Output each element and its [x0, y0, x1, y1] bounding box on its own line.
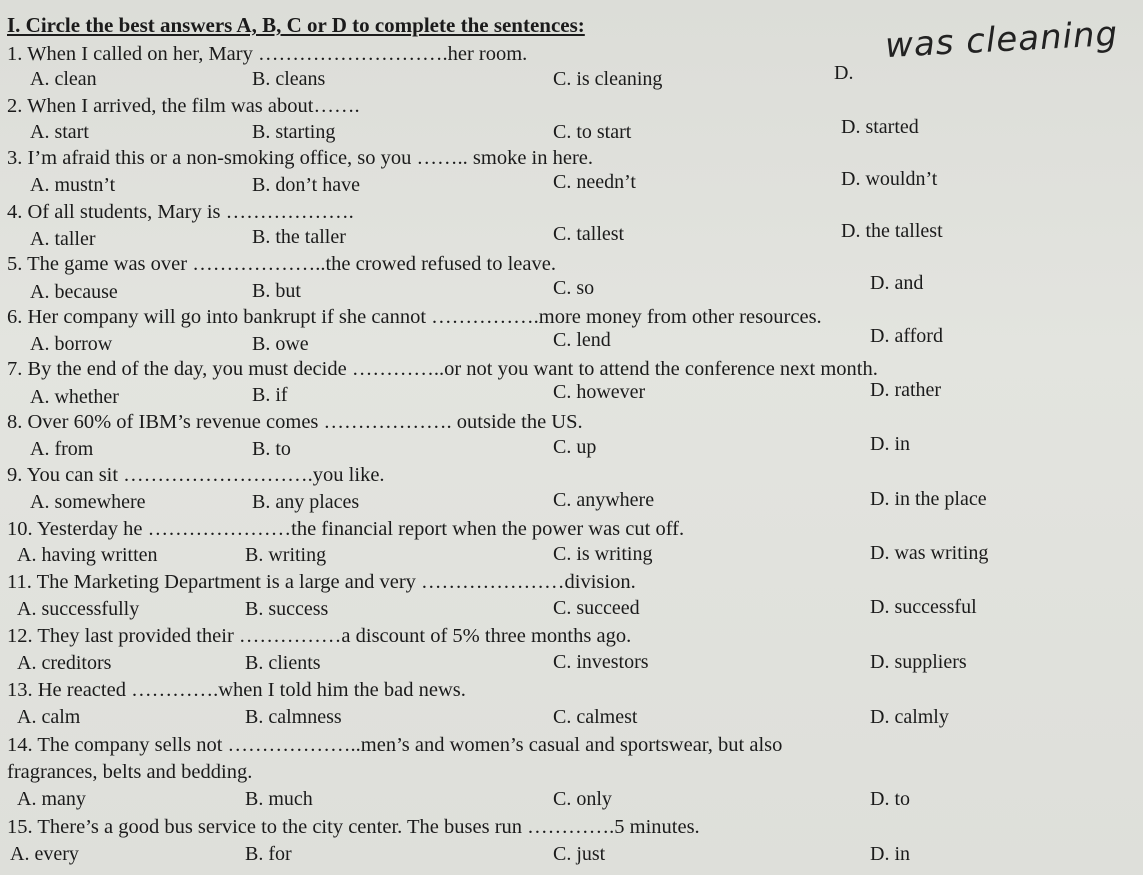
question-7: 7. By the end of the day, you must decide …………..or not you want to attend the conference next month.: [7, 358, 878, 380]
q2-option-d[interactable]: D. started: [841, 116, 919, 138]
q1-option-b[interactable]: B. cleans: [252, 68, 326, 90]
q13-option-b[interactable]: B. calmness: [245, 706, 342, 728]
q7-option-b[interactable]: B. if: [252, 384, 288, 406]
q7-option-c[interactable]: C. however: [553, 381, 646, 403]
question-5: 5. The game was over ………………..the crowed refused to leave.: [7, 253, 556, 275]
q9-option-c[interactable]: C. anywhere: [553, 489, 655, 511]
q1-option-a[interactable]: A. clean: [30, 68, 97, 90]
q12-option-b[interactable]: B. clients: [245, 652, 321, 674]
q5-option-b[interactable]: B. but: [252, 280, 301, 302]
q7-option-a[interactable]: A. whether: [30, 386, 119, 408]
question-14-continued: fragrances, belts and bedding.: [7, 761, 253, 783]
question-4: 4. Of all students, Mary is ……………….: [7, 201, 354, 223]
q14-option-a[interactable]: A. many: [17, 788, 86, 810]
q11-option-d[interactable]: D. successful: [870, 596, 977, 618]
q10-option-b[interactable]: B. writing: [245, 544, 327, 566]
q2-option-c[interactable]: C. to start: [553, 121, 632, 143]
q6-option-b[interactable]: B. owe: [252, 333, 309, 355]
q15-option-b[interactable]: B. for: [245, 843, 292, 865]
section-heading: I. Circle the best answers A, B, C or D to complete the sentences:: [7, 13, 585, 37]
question-6: 6. Her company will go into bankrupt if she cannot …………….more money from other resources.: [7, 306, 822, 328]
q12-option-a[interactable]: A. creditors: [17, 652, 112, 674]
q4-option-c[interactable]: C. tallest: [553, 223, 625, 245]
q3-option-a[interactable]: A. mustn’t: [30, 174, 116, 196]
q3-option-c[interactable]: C. needn’t: [553, 171, 636, 193]
question-12: 12. They last provided their ……………a discount of 5% three months ago.: [7, 625, 632, 647]
q8-option-a[interactable]: A. from: [30, 438, 94, 460]
handwritten-answer: was cleaning: [884, 13, 1120, 67]
q5-option-d[interactable]: D. and: [870, 272, 924, 294]
question-10: 10. Yesterday he …………………the financial report when the power was cut off.: [7, 518, 685, 540]
q9-option-d[interactable]: D. in the place: [870, 488, 987, 510]
q10-option-c[interactable]: C. is writing: [553, 543, 653, 565]
q7-option-d[interactable]: D. rather: [870, 379, 942, 401]
question-1: 1. When I called on her, Mary ……………………….her room.: [7, 43, 528, 65]
question-14: 14. The company sells not ………………..men’s and women’s casual and sportswear, but also: [7, 734, 783, 756]
q13-option-d[interactable]: D. calmly: [870, 706, 949, 728]
question-9: 9. You can sit ……………………….you like.: [7, 464, 385, 486]
q10-option-a[interactable]: A. having written: [17, 544, 158, 566]
q14-option-c[interactable]: C. only: [553, 788, 612, 810]
question-3: 3. I’m afraid this or a non-smoking office, so you …….. smoke in here.: [7, 147, 594, 169]
q2-option-a[interactable]: A. start: [30, 121, 89, 143]
q6-option-c[interactable]: C. lend: [553, 329, 611, 351]
q4-option-a[interactable]: A. taller: [30, 228, 96, 250]
q1-option-d[interactable]: D.: [834, 62, 854, 84]
q5-option-c[interactable]: C. so: [553, 277, 595, 299]
q2-option-b[interactable]: B. starting: [252, 121, 336, 143]
question-11: 11. The Marketing Department is a large and very …………………division.: [7, 571, 636, 593]
q10-option-d[interactable]: D. was writing: [870, 542, 989, 564]
q13-option-a[interactable]: A. calm: [17, 706, 81, 728]
q6-option-d[interactable]: D. afford: [870, 325, 943, 347]
q15-option-c[interactable]: C. just: [553, 843, 606, 865]
q12-option-d[interactable]: D. suppliers: [870, 651, 967, 673]
q3-option-d[interactable]: D. wouldn’t: [841, 168, 938, 190]
q13-option-c[interactable]: C. calmest: [553, 706, 638, 728]
q11-option-c[interactable]: C. succeed: [553, 597, 640, 619]
q8-option-b[interactable]: B. to: [252, 438, 291, 460]
question-2: 2. When I arrived, the film was about…….: [7, 95, 360, 117]
q9-option-b[interactable]: B. any places: [252, 491, 360, 513]
q6-option-a[interactable]: A. borrow: [30, 333, 113, 355]
q12-option-c[interactable]: C. investors: [553, 651, 649, 673]
q11-option-a[interactable]: A. successfully: [17, 598, 140, 620]
q15-option-d[interactable]: D. in: [870, 843, 910, 865]
q8-option-c[interactable]: C. up: [553, 436, 597, 458]
q9-option-a[interactable]: A. somewhere: [30, 491, 146, 513]
q8-option-d[interactable]: D. in: [870, 433, 910, 455]
question-13: 13. He reacted ………….when I told him the bad news.: [7, 679, 466, 701]
question-15: 15. There’s a good bus service to the city center. The buses run ………….5 minutes.: [7, 816, 700, 838]
q11-option-b[interactable]: B. success: [245, 598, 329, 620]
q14-option-d[interactable]: D. to: [870, 788, 910, 810]
q1-option-c[interactable]: C. is cleaning: [553, 68, 663, 90]
q3-option-b[interactable]: B. don’t have: [252, 174, 360, 196]
q14-option-b[interactable]: B. much: [245, 788, 313, 810]
q4-option-d[interactable]: D. the tallest: [841, 220, 943, 242]
q15-option-a[interactable]: A. every: [10, 843, 79, 865]
q5-option-a[interactable]: A. because: [30, 281, 118, 303]
question-8: 8. Over 60% of IBM’s revenue comes ………………. outside the US.: [7, 411, 583, 433]
q4-option-b[interactable]: B. the taller: [252, 226, 346, 248]
